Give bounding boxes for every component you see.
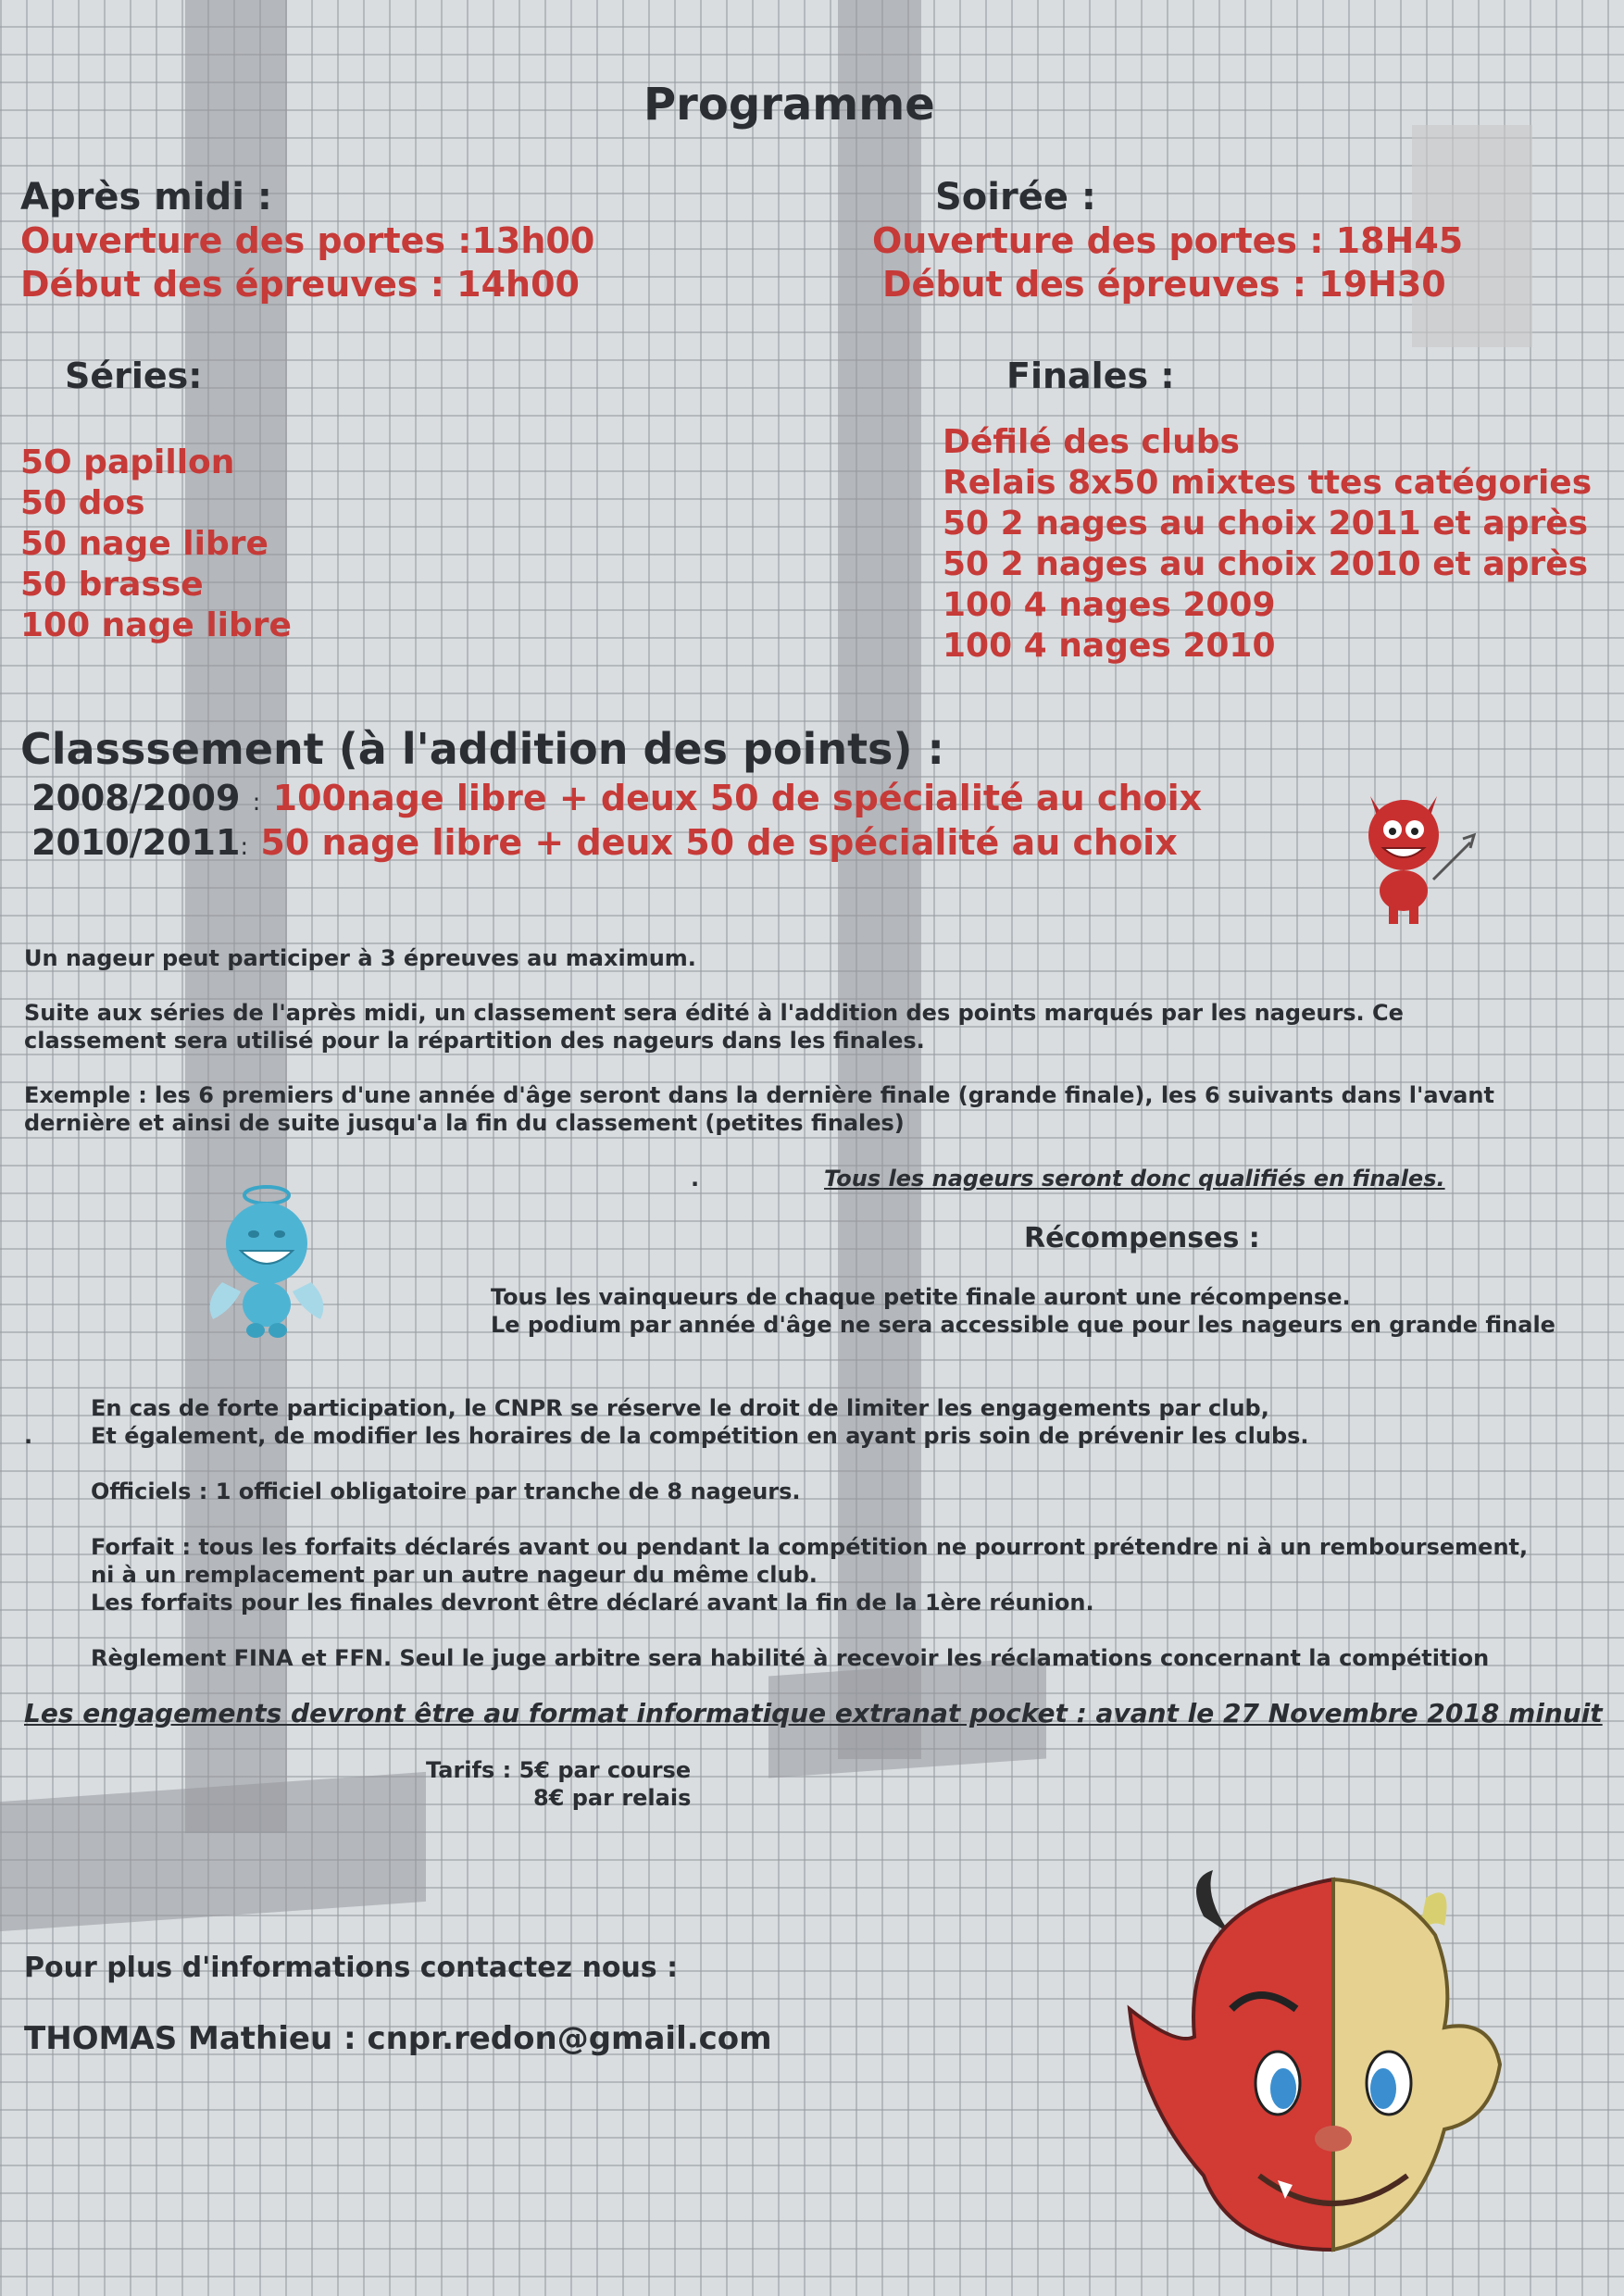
list-item: 100 4 nages 2010 — [943, 627, 1276, 665]
list-item: 50 brasse — [20, 566, 204, 604]
list-item: 50 2 nages au choix 2011 et après — [943, 505, 1589, 543]
notes-limit-line2: Et également, de modifier les horaires de la compétition en ayant pris soin de prévenir les clubs. — [91, 1423, 1309, 1449]
evening-heading: Soirée : — [935, 176, 1096, 218]
rewards-line2: Le podium par année d'âge ne sera accessible que pour les nageurs en grande finale — [491, 1312, 1555, 1338]
ranking-years: 2008/2009 — [31, 778, 241, 818]
ranking-description: 50 nage libre + deux 50 de spécialité au choix — [260, 822, 1178, 863]
list-item: 50 nage libre — [20, 525, 269, 563]
rewards-line1: Tous les vainqueurs de chaque petite finale auront une récompense. — [491, 1284, 1351, 1310]
registration-deadline: Les engagements devront être au format informatique extranat pocket : avant le 27 Novembre 2018 minuit — [24, 1698, 1603, 1728]
evening-start: Début des épreuves : 19H30 — [882, 264, 1446, 305]
notes-forfeit-line2: ni à un remplacement par un autre nageur du même club. — [91, 1562, 818, 1588]
price-per-race: Tarifs : 5€ par course — [426, 1757, 692, 1783]
evening-doors: Ouverture des portes : 18H45 — [872, 220, 1464, 261]
contact-heading: Pour plus d'informations contactez nous : — [24, 1952, 679, 1984]
list-item: Relais 8x50 mixtes ttes catégories — [943, 464, 1593, 502]
rule-ranking-line2: classement sera utilisé pour la répartition des nageurs dans les finales. — [24, 1028, 925, 1054]
pool-stripe-bottom-left — [0, 1772, 426, 1931]
price-per-relay: 8€ par relais — [533, 1785, 692, 1811]
rule-all-qualified: Tous les nageurs seront donc qualifiés en finales. — [824, 1166, 1445, 1192]
list-item: 100 nage libre — [20, 606, 292, 644]
rule-max-events: Un nageur peut participer à 3 épreuves au maximum. — [24, 945, 696, 971]
ranking-description: 100nage libre + deux 50 de spécialité au choix — [272, 778, 1203, 818]
list-item: 100 4 nages 2009 — [943, 586, 1276, 624]
list-item: 50 2 nages au choix 2010 et après — [943, 545, 1589, 583]
notes-officials: Officiels : 1 officiel obligatoire par tranche de 8 nageurs. — [91, 1479, 801, 1504]
list-item: Défilé des clubs — [943, 423, 1240, 461]
notes-limit-line1: En cas de forte participation, le CNPR se réserve le droit de limiter les engagements par club, — [91, 1395, 1269, 1421]
ranking-separator: : — [252, 789, 261, 817]
page-title: Programme — [643, 79, 935, 131]
series-list — [20, 443, 292, 646]
devil-angel-face-illustration — [1120, 1861, 1509, 2268]
rewards-heading: Récompenses : — [1024, 1222, 1260, 1254]
rule-dot: . — [691, 1166, 700, 1192]
ranking-separator: : — [240, 833, 249, 861]
rule-example-line1: Exemple : les 6 premiers d'une année d'âge seront dans la dernière finale (grande finale), les 6 suivants dans l'avant — [24, 1082, 1494, 1108]
rule-example-line2: dernière et ainsi de suite jusqu'a la fin du classement (petites finales) — [24, 1110, 905, 1136]
angel-illustration — [204, 1180, 333, 1347]
notes-dot: . — [24, 1423, 33, 1449]
series-heading: Séries: — [65, 356, 203, 396]
ranking-heading: Classsement (à l'addition des points) : — [20, 724, 944, 774]
ranking-years: 2010/2011 — [31, 822, 241, 863]
finals-list — [943, 422, 1592, 667]
rule-ranking-line1: Suite aux séries de l'après midi, un classement sera édité à l'addition des points marqués par les nageurs. Ce — [24, 1000, 1404, 1026]
contact-line: THOMAS Mathieu : cnpr.redon@gmail.com — [24, 2020, 772, 2057]
list-item: 5O papillon — [20, 443, 235, 481]
small-devil-illustration — [1352, 787, 1486, 930]
afternoon-doors: Ouverture des portes :13h00 — [20, 220, 595, 261]
notes-regulation: Règlement FINA et FFN. Seul le juge arbitre sera habilité à recevoir les réclamations concernant la compétition — [91, 1645, 1490, 1671]
list-item: 50 dos — [20, 484, 145, 522]
finals-heading: Finales : — [1006, 356, 1175, 396]
notes-forfeit-line3: Les forfaits pour les finales devront être déclaré avant la fin de la 1ère réunion. — [91, 1590, 1094, 1616]
ranking-row — [31, 822, 1178, 863]
afternoon-start: Début des épreuves : 14h00 — [20, 264, 580, 305]
notes-forfeit-line1: Forfait : tous les forfaits déclarés avant ou pendant la compétition ne pourront prétendre ni à un remboursement, — [91, 1534, 1529, 1560]
ranking-row — [31, 778, 1202, 818]
afternoon-heading: Après midi : — [20, 176, 272, 218]
